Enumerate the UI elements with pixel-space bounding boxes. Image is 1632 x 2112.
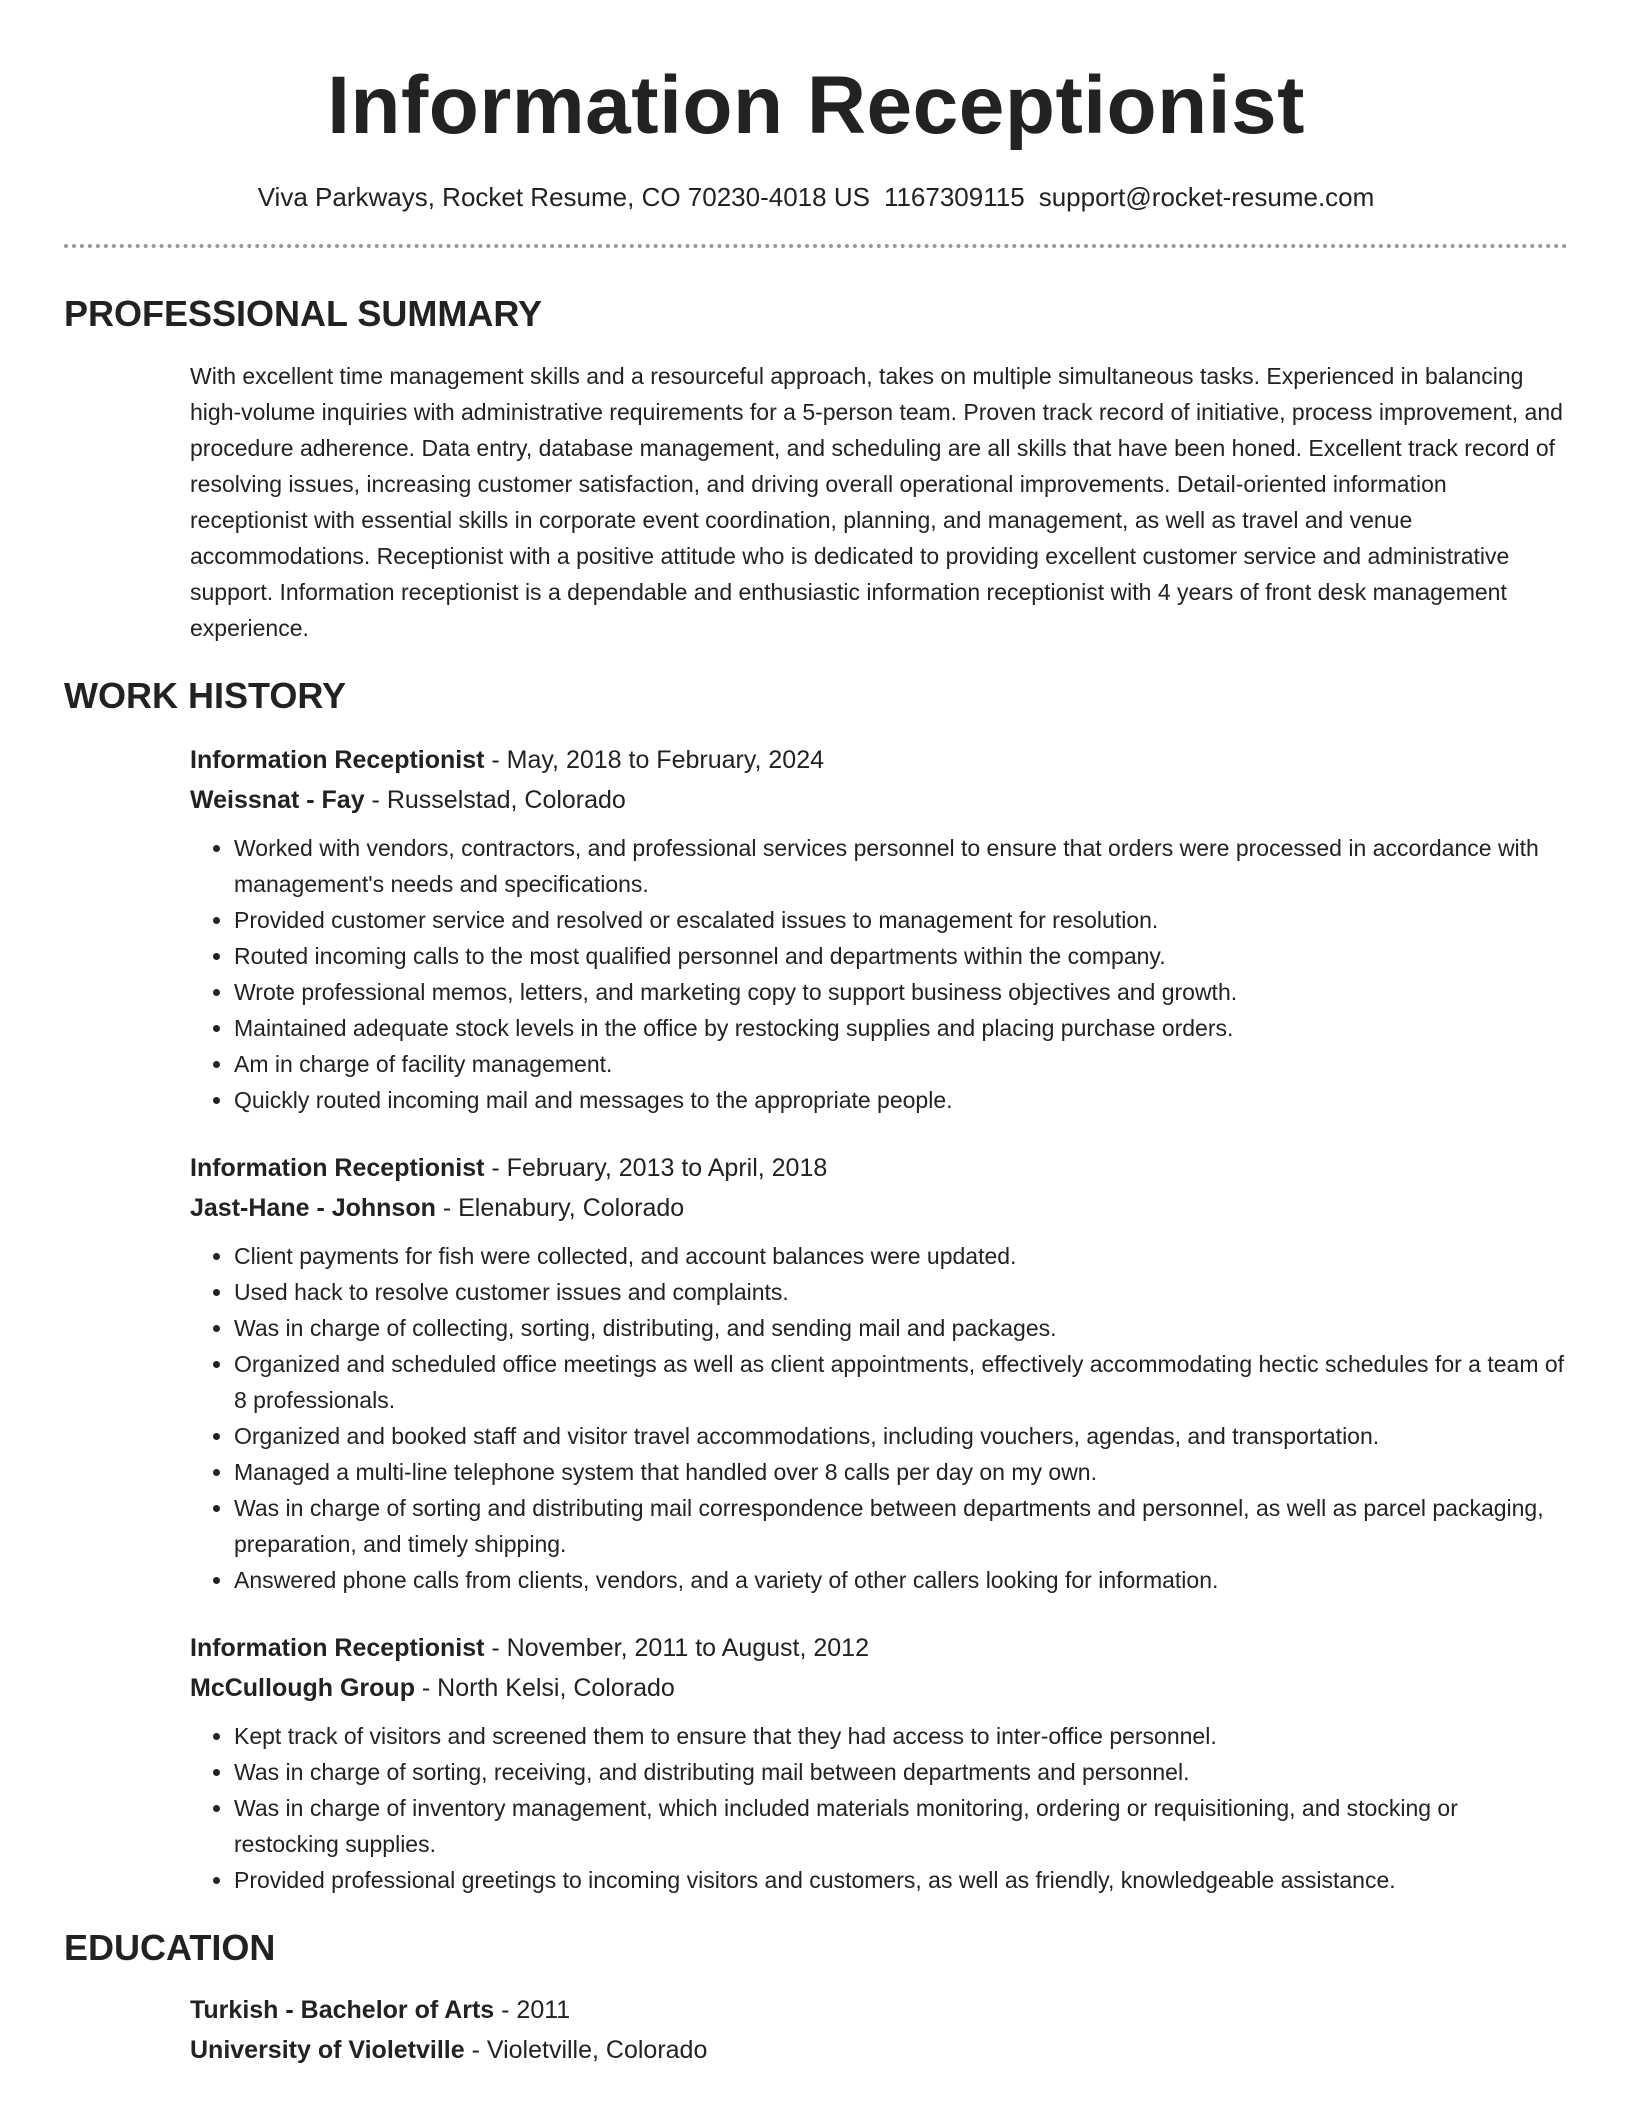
list-item: • Answered phone calls from clients, vendors, and a variety of other callers looking for information. xyxy=(234,1562,1568,1598)
list-item: • Was in charge of sorting, receiving, and distributing mail between departments and personnel. xyxy=(234,1754,1568,1790)
contact-phone: 1167309115 xyxy=(883,182,1025,212)
job-role-line xyxy=(190,740,1568,780)
job-company-line xyxy=(190,780,1568,820)
job-dates: - November, 2011 to August, 2012 xyxy=(484,1634,869,1662)
list-item: • Managed a multi-line telephone system that handled over 8 calls per day on my own. xyxy=(234,1454,1568,1490)
job-company-line xyxy=(190,1188,1568,1228)
job-role: Information Receptionist xyxy=(190,1634,485,1662)
contact-email: support@rocket-resume.com xyxy=(1038,182,1375,212)
job-entry xyxy=(190,740,1568,1118)
list-item: • Was in charge of sorting and distributing mail correspondence between departments and personnel, as well as parcel packaging, preparation, and timely shipping. xyxy=(234,1490,1568,1562)
education-school-line xyxy=(190,2030,1568,2070)
list-item: • Provided professional greetings to incoming visitors and customers, as well as friendly, knowledgeable assistance. xyxy=(234,1862,1568,1898)
list-item: • Worked with vendors, contractors, and professional services personnel to ensure that orders were processed in accordance with management's needs and specifications. xyxy=(234,830,1568,902)
list-item: • Organized and booked staff and visitor travel accommodations, including vouchers, agendas, and transportation. xyxy=(234,1418,1568,1454)
section-title-work-history: WORK HISTORY xyxy=(64,675,347,716)
job-role: Information Receptionist xyxy=(190,746,485,774)
header-divider xyxy=(64,244,1568,248)
job-dates: - May, 2018 to February, 2024 xyxy=(484,746,824,774)
education-year: - 2011 xyxy=(494,1996,571,2024)
job-dates: - February, 2013 to April, 2018 xyxy=(484,1154,828,1182)
job-location: - Russelstad, Colorado xyxy=(364,786,626,814)
list-item: • Provided customer service and resolved or escalated issues to management for resolution. xyxy=(234,902,1568,938)
list-item: • Wrote professional memos, letters, and marketing copy to support business objectives and growth. xyxy=(234,974,1568,1010)
job-role: Information Receptionist xyxy=(190,1154,485,1182)
job-company: McCullough Group xyxy=(190,1674,415,1702)
education-school: University of Violetville xyxy=(190,2036,465,2064)
education-degree-line xyxy=(190,1990,1568,2030)
list-item: • Kept track of visitors and screened them to ensure that they had access to inter-office personnel. xyxy=(234,1718,1568,1754)
job-role-line xyxy=(190,1148,1568,1188)
contact-line xyxy=(64,180,1568,214)
job-duties-list xyxy=(190,1238,1568,1598)
section-title-summary: PROFESSIONAL SUMMARY xyxy=(64,293,543,334)
contact-address: Viva Parkways, Rocket Resume, CO 70230-4018 US xyxy=(257,182,870,212)
job-location: - Elenabury, Colorado xyxy=(435,1194,685,1222)
job-entry xyxy=(190,1148,1568,1598)
list-item: • Am in charge of facility management. xyxy=(234,1046,1568,1082)
list-item: • Was in charge of inventory management, which included materials monitoring, ordering or requisitioning, and stocking or restocking supplies. xyxy=(234,1790,1568,1862)
education-entry xyxy=(190,1990,1568,2070)
summary-text: With excellent time management skills and a resourceful approach, takes on multiple simultaneous tasks. Experienced in balancing high-volume inquiries with administrative requirements for a 5-person team. Proven track record of initiative, process improvement, and procedure adherence. Data entry, database management, and scheduling are all skills that have been honed. Excellent track record of resolving issues, increasing customer satisfaction, and driving overall operational improvements. Detail-oriented information receptionist with essential skills in corporate event coordination, planning, and management, as well as travel and venue accommodations. Receptionist with a positive attitude who is dedicated to providing excellent customer service and administrative support. Information receptionist is a dependable and enthusiastic information receptionist with 4 years of front desk management experience. xyxy=(190,363,1563,641)
job-duties-list xyxy=(190,830,1568,1118)
job-company: Weissnat - Fay xyxy=(190,786,365,814)
list-item: • Used hack to resolve customer issues and complaints. xyxy=(234,1274,1568,1310)
education-degree: Turkish - Bachelor of Arts xyxy=(190,1996,495,2024)
job-duties-list xyxy=(190,1718,1568,1898)
job-company: Jast-Hane - Johnson xyxy=(190,1194,436,1222)
list-item: • Maintained adequate stock levels in the office by restocking supplies and placing purchase orders. xyxy=(234,1010,1568,1046)
list-item: • Client payments for fish were collected, and account balances were updated. xyxy=(234,1238,1568,1274)
education-location: - Violetville, Colorado xyxy=(464,2036,708,2064)
job-location: - North Kelsi, Colorado xyxy=(414,1674,675,1702)
list-item: • Was in charge of collecting, sorting, distributing, and sending mail and packages. xyxy=(234,1310,1568,1346)
list-item: • Organized and scheduled office meetings as well as client appointments, effectively accommodating hectic schedules for a team of 8 professionals. xyxy=(234,1346,1568,1418)
section-title-education: EDUCATION xyxy=(64,1927,276,1968)
list-item: • Quickly routed incoming mail and messages to the appropriate people. xyxy=(234,1082,1568,1118)
list-item: • Routed incoming calls to the most qualified personnel and departments within the company. xyxy=(234,938,1568,974)
job-role-line xyxy=(190,1628,1568,1668)
job-entry xyxy=(190,1628,1568,1898)
job-company-line xyxy=(190,1668,1568,1708)
resume-name: Information Receptionist xyxy=(327,60,1305,151)
